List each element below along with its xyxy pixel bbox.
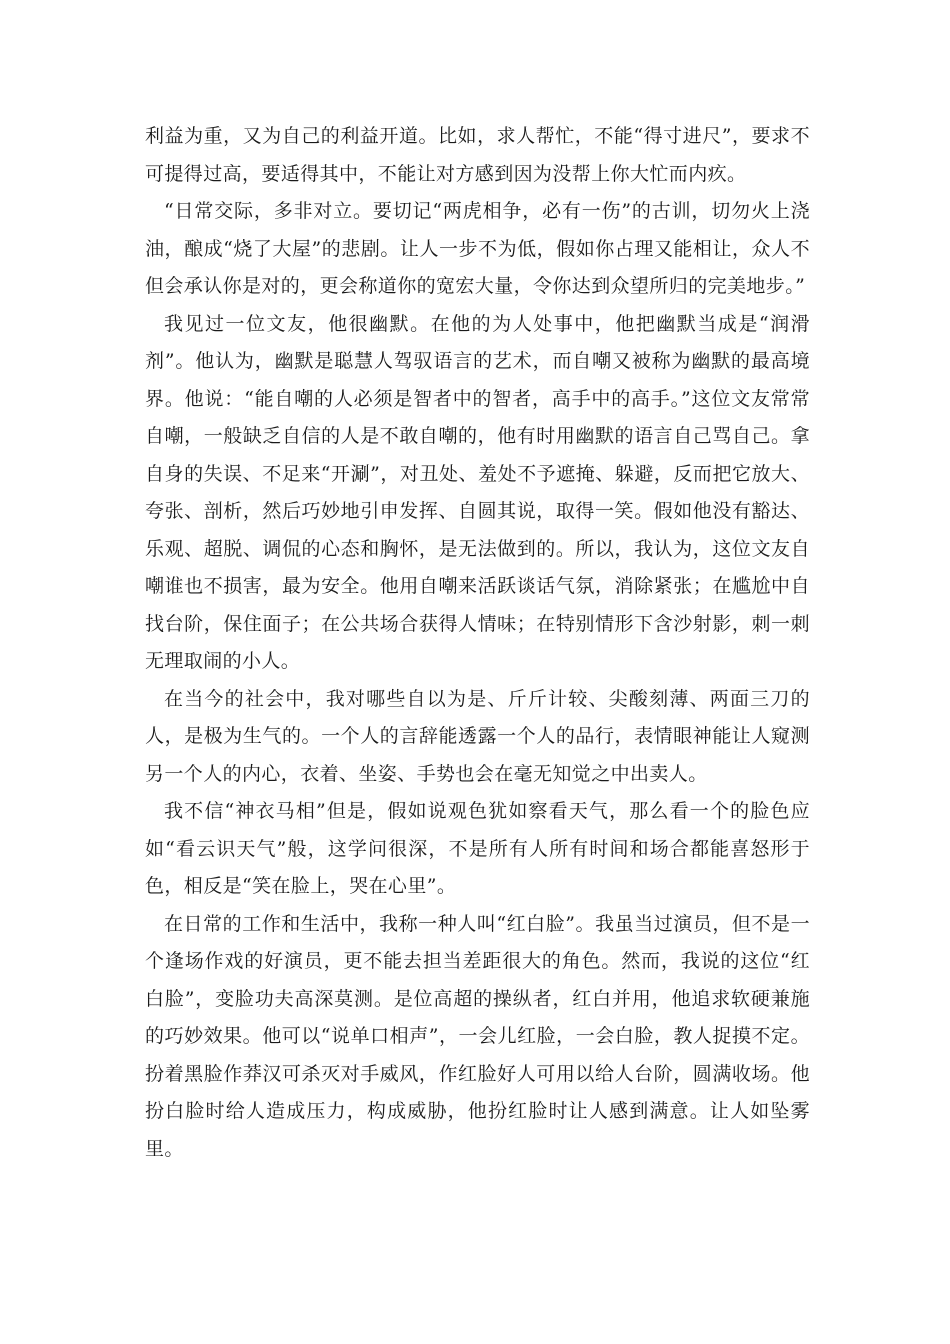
paragraph-6: 在日常的工作和生活中，我称一种人叫“红白脸”。我虽当过演员，但不是一个逢场作戏的好演员，更不能去担当差距很大的角色。然而，我说的这位“红白脸”，变脸功夫高深莫测。是位高超的操纵者，红白并用，他追求软硬兼施的巧妙效果。他可以“说单口相声”，一会儿红脸，一会白脸，教人捉摸不定。扮着黑脸作莽汉可杀灭对手威风，作红脸好人可用以给人台阶，圆满收场。他扮白脸时给人造成压力，构成威胁，他扮红脸时让人感到满意。让人如坠雾里。 bbox=[145, 912, 810, 1160]
document-body bbox=[145, 118, 810, 1168]
paragraph-5: 我不信“神衣马相”但是，假如说观色犹如察看天气，那么看一个的脸色应如“看云识天气”般，这学问很深，不是所有人所有时间和场合都能喜怒形于色，相反是“笑在脸上，哭在心里”。 bbox=[145, 800, 810, 897]
paragraph-2: “日常交际，多非对立。要切记“两虎相争，必有一伤”的古训，切勿火上浇油，酿成“烧了大屋”的悲剧。让人一步不为低，假如你占理又能相让，众人不但会承认你是对的，更会称道你的宽宏大量，令你达到众望所归的完美地步。” bbox=[145, 200, 810, 297]
paragraph-4: 在当今的社会中，我对哪些自以为是、斤斤计较、尖酸刻薄、两面三刀的人，是极为生气的。一个人的言辞能透露一个人的品行，表情眼神能让人窥测另一个人的内心，衣着、坐姿、手势也会在毫无知觉之中出卖人。 bbox=[145, 687, 810, 785]
paragraph-3: 我见过一位文友，他很幽默。在他的为人处事中，他把幽默当成是“润滑剂”。他认为，幽默是聪慧人驾驭语言的艺术，而自嘲又被称为幽默的最高境界。他说：“能自嘲的人必须是智者中的智者，高手中的高手。”这位文友常常自嘲，一般缺乏自信的人是不敢自嘲的，他有时用幽默的语言自己骂自己。拿自身的失误、不足来“开涮”，对丑处、羞处不予遮掩、躲避，反而把它放大、夸张、剖析，然后巧妙地引申发挥、自圆其说，取得一笑。假如他没有豁达、乐观、超脱、调侃的心态和胸怀，是无法做到的。所以，我认为，这位文友自嘲谁也不损害，最为安全。他用自嘲来活跃谈话气氛，消除紧张；在尴尬中自找台阶，保住面子；在公共场合获得人情味；在特别情形下含沙射影，刺一刺无理取闹的小人。 bbox=[145, 312, 810, 672]
paragraph-1: 利益为重，又为自己的利益开道。比如，求人帮忙，不能“得寸进尺”，要求不可提得过高，要适得其中，不能让对方感到因为没帮上你大忙而内疚。 bbox=[145, 125, 810, 185]
